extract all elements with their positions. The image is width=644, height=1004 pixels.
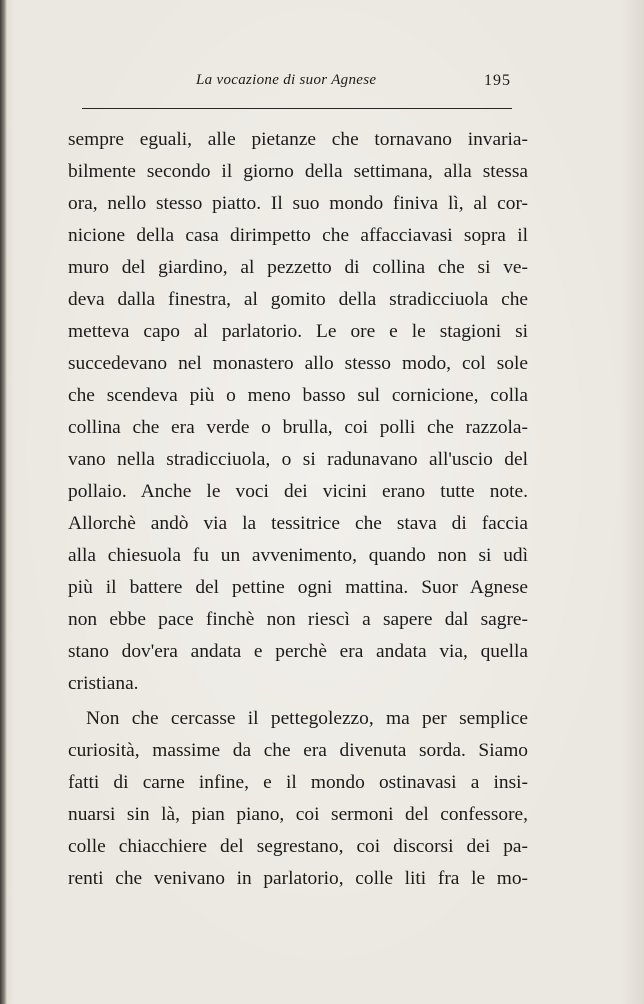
text-line: metteva capo al parlatorio. Le ore e le stagioni si: [68, 321, 528, 342]
text-line: collina che era verde o brulla, coi polli che razzola-: [68, 417, 528, 438]
page-number: 195: [484, 72, 511, 89]
text-line: succedevano nel monastero allo stesso modo, col sole: [68, 353, 528, 374]
text-line: più il battere del pettine ogni mattina. Suor Agnese: [68, 577, 528, 598]
header-rule: [82, 108, 512, 109]
text-line: stano dov'era andata e perchè era andata via, quella: [68, 641, 528, 662]
body-text: [68, 124, 528, 895]
text-line: Non che cercasse il pettegolezzo, ma per semplice: [86, 708, 528, 729]
text-line: vano nella stradicciuola, o si radunavano all'uscio del: [68, 449, 528, 470]
text-line: pollaio. Anche le voci dei vicini erano tutte note.: [68, 481, 528, 502]
paragraph-1: [68, 124, 528, 700]
running-header: [0, 72, 644, 96]
text-line: che scendeva più o meno basso sul cornicione, colla: [68, 385, 528, 406]
running-title: La vocazione di suor Agnese: [196, 72, 377, 88]
text-line: ora, nello stesso piatto. Il suo mondo finiva lì, al cor-: [68, 193, 528, 214]
text-line: alla chiesuola fu un avvenimento, quando non si udì: [68, 545, 528, 566]
paragraph-2: [68, 703, 528, 895]
text-line: muro del giardino, al pezzetto di collina che si ve-: [68, 257, 528, 278]
text-line: Allorchè andò via la tessitrice che stava di faccia: [68, 513, 528, 534]
text-line: curiosità, massime da che era divenuta sorda. Siamo: [68, 740, 528, 761]
text-line: cristiana.: [68, 673, 139, 694]
text-line: nicione della casa dirimpetto che affacciavasi sopra il: [68, 225, 528, 246]
text-line: fatti di carne infine, e il mondo ostinavasi a insi-: [68, 772, 528, 793]
text-line: sempre eguali, alle pietanze che tornavano invaria-: [68, 129, 528, 150]
text-line: colle chiacchiere del segrestano, coi discorsi dei pa-: [68, 836, 528, 857]
text-line: bilmente secondo il giorno della settimana, alla stessa: [68, 161, 528, 182]
text-line: deva dalla finestra, al gomito della stradicciuola che: [68, 289, 528, 310]
text-line: renti che venivano in parlatorio, colle liti fra le mo-: [68, 868, 528, 889]
text-line: non ebbe pace finchè non riescì a sapere dal sagre-: [68, 609, 528, 630]
text-line: nuarsi sin là, pian piano, coi sermoni del confessore,: [68, 804, 528, 825]
page-binding-edge: [0, 0, 7, 1004]
